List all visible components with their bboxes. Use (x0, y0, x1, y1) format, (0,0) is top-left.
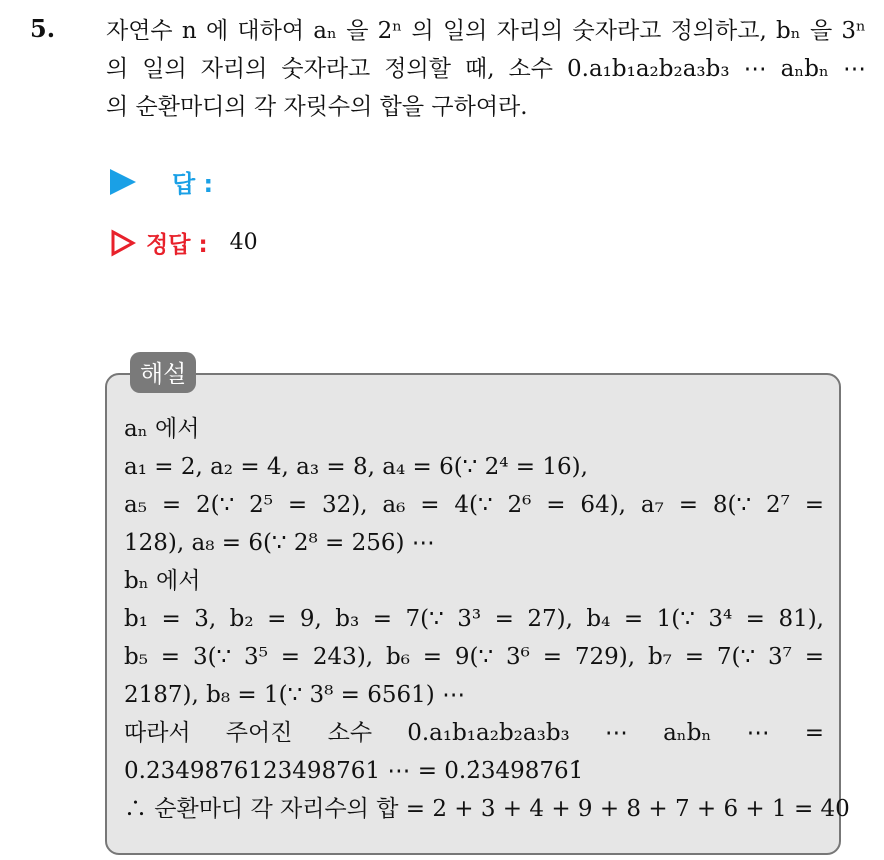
question-number: 5. (30, 14, 56, 43)
question-text (106, 12, 866, 126)
solution-line: b₁ = 3, b₂ = 9, b₃ = 7(∵ 3³ = 27), b₄ = 1(∵ 3⁴ = 81), (124, 606, 824, 632)
solution-line: b₅ = 3(∵ 3⁵ = 243), b₆ = 9(∵ 3⁶ = 729), b₇ = 7(∵ 3⁷ = (124, 644, 824, 670)
question-line: 자연수 n 에 대하여 aₙ 을 2ⁿ 의 일의 자리의 숫자라고 정의하고, bₙ 을 3ⁿ (106, 18, 866, 44)
correct-answer-label: 정답 : (146, 232, 208, 258)
correct-answer-value: 40 (229, 230, 258, 255)
solution-line: 0.2349876123498761 ⋯ = 0.2̇3498761̇ (124, 758, 584, 784)
solution-line: 128), a₈ = 6(∵ 2⁸ = 256) ⋯ (124, 530, 435, 556)
solution-line: a₁ = 2, a₂ = 4, a₃ = 8, a₄ = 6(∵ 2⁴ = 16), (124, 454, 588, 480)
question-line: 의 순환마디의 각 자릿수의 합을 구하여라. (106, 94, 528, 120)
outline-play-icon (110, 229, 136, 257)
answer-label: 답 : (172, 170, 214, 198)
solution-line: a₅ = 2(∵ 2⁵ = 32), a₆ = 4(∵ 2⁶ = 64), a₇ = 8(∵ 2⁷ = (124, 492, 824, 518)
play-icon (110, 169, 136, 195)
question-line: 의 일의 자리의 숫자라고 정의할 때, 소수 0.a₁b₁a₂b₂a₃b₃ ⋯ aₙbₙ ⋯ (106, 56, 866, 82)
solution-line: bₙ 에서 (124, 568, 201, 594)
correct-answer-row (110, 226, 258, 259)
solution-line: ∴ 순환마디 각 자리수의 합 = 2 + 3 + 4 + 9 + 8 + 7 + 6 + 1 = 40 (124, 796, 850, 822)
solution-line: 2187), b₈ = 1(∵ 3⁸ = 6561) ⋯ (124, 682, 466, 708)
solution-line: 따라서 주어진 소수 0.a₁b₁a₂b₂a₃b₃ ⋯ aₙbₙ ⋯ = (124, 720, 824, 746)
solution-text (124, 410, 850, 828)
answer-row (110, 164, 213, 199)
solution-line: aₙ 에서 (124, 416, 200, 442)
solution-tag: 해설 (130, 352, 196, 393)
